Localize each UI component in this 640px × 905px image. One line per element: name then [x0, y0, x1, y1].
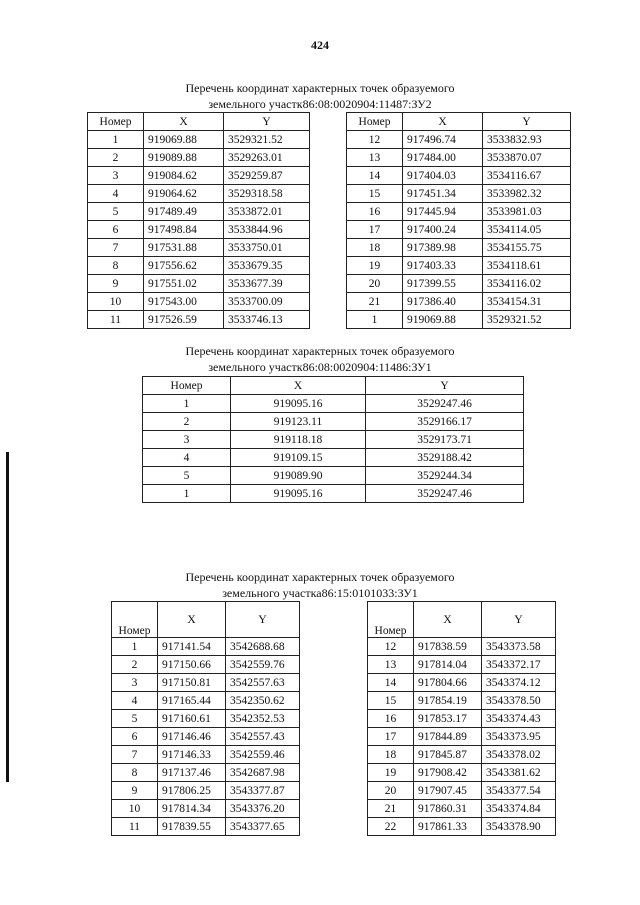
cell-number: 18 — [368, 746, 414, 764]
cell-number: 19 — [347, 257, 403, 275]
table-header-row — [112, 602, 300, 638]
cell-y: 3533750.01 — [224, 239, 310, 257]
cell-x: 917556.62 — [144, 257, 224, 275]
column-header-x: X — [158, 602, 226, 638]
cell-y: 3529321.52 — [224, 131, 310, 149]
table-row — [368, 656, 556, 674]
cell-number: 1 — [143, 395, 231, 413]
cell-y: 3533746.13 — [224, 311, 310, 329]
cell-x: 919095.16 — [231, 395, 366, 413]
cell-number: 13 — [347, 149, 403, 167]
table-row — [143, 449, 524, 467]
table-body — [347, 131, 571, 329]
cell-number: 8 — [88, 257, 144, 275]
cell-y: 3529321.52 — [483, 311, 571, 329]
cell-y: 3542557.63 — [226, 674, 300, 692]
cell-number: 7 — [112, 746, 158, 764]
section2-table — [142, 376, 524, 503]
table-row — [347, 167, 571, 185]
cell-y: 3534118.61 — [483, 257, 571, 275]
cell-x: 917146.46 — [158, 728, 226, 746]
cell-number: 6 — [112, 728, 158, 746]
table-row — [347, 185, 571, 203]
cell-number: 4 — [112, 692, 158, 710]
cell-y: 3542559.76 — [226, 656, 300, 674]
table-row — [143, 395, 524, 413]
table-row — [368, 710, 556, 728]
cell-y: 3533700.09 — [224, 293, 310, 311]
cell-x: 917489.49 — [144, 203, 224, 221]
cell-number: 13 — [368, 656, 414, 674]
column-header-y: Y — [482, 602, 556, 638]
cell-x: 917165.44 — [158, 692, 226, 710]
cell-y: 3543378.90 — [482, 818, 556, 836]
cell-y: 3543374.43 — [482, 710, 556, 728]
cell-y: 3543373.95 — [482, 728, 556, 746]
cell-number: 20 — [347, 275, 403, 293]
cell-y: 3529188.42 — [366, 449, 524, 467]
table-body — [88, 131, 310, 329]
cell-y: 3529244.34 — [366, 467, 524, 485]
cell-number: 11 — [112, 818, 158, 836]
column-header-number: Номер — [347, 113, 403, 131]
page-number: 424 — [311, 38, 329, 52]
cell-number: 8 — [112, 764, 158, 782]
column-header-number: Номер — [88, 113, 144, 131]
cell-x: 917400.24 — [403, 221, 483, 239]
table-header-row — [368, 602, 556, 638]
cell-x: 917839.55 — [158, 818, 226, 836]
cell-y: 3543372.17 — [482, 656, 556, 674]
cell-number: 5 — [88, 203, 144, 221]
cell-y: 3543378.02 — [482, 746, 556, 764]
cell-y: 3534155.75 — [483, 239, 571, 257]
cell-x: 917498.84 — [144, 221, 224, 239]
cell-y: 3533870.07 — [483, 149, 571, 167]
cell-y: 3534116.02 — [483, 275, 571, 293]
table-row — [143, 467, 524, 485]
cell-number: 3 — [143, 431, 231, 449]
cell-y: 3533679.35 — [224, 257, 310, 275]
cell-number: 2 — [143, 413, 231, 431]
cell-x: 917389.98 — [403, 239, 483, 257]
cell-y: 3533981.03 — [483, 203, 571, 221]
table-row — [347, 239, 571, 257]
cell-y: 3529263.01 — [224, 149, 310, 167]
table-body — [112, 638, 300, 836]
cell-number: 3 — [88, 167, 144, 185]
cell-y: 3533982.32 — [483, 185, 571, 203]
section1-caption-line2: земельного участк86:08:0020904:11487:ЗУ2 — [208, 97, 432, 111]
cell-y: 3543373.58 — [482, 638, 556, 656]
cell-y: 3529166.17 — [366, 413, 524, 431]
cell-number: 2 — [88, 149, 144, 167]
cell-x: 919089.90 — [231, 467, 366, 485]
table-row — [112, 728, 300, 746]
table-row — [88, 257, 310, 275]
cell-number: 12 — [368, 638, 414, 656]
table-row — [88, 167, 310, 185]
table-row — [347, 149, 571, 167]
cell-x: 919084.62 — [144, 167, 224, 185]
cell-x: 917445.94 — [403, 203, 483, 221]
cell-x: 917814.34 — [158, 800, 226, 818]
section2-caption-line1: Перечень координат характерных точек образуемого — [185, 344, 455, 358]
cell-y: 3542688.68 — [226, 638, 300, 656]
table-row — [347, 257, 571, 275]
table-row — [112, 800, 300, 818]
cell-y: 3533844.96 — [224, 221, 310, 239]
cell-x: 919069.88 — [403, 311, 483, 329]
cell-number: 6 — [88, 221, 144, 239]
cell-x: 917399.55 — [403, 275, 483, 293]
cell-x: 919123.11 — [231, 413, 366, 431]
table-row — [88, 239, 310, 257]
cell-number: 4 — [88, 185, 144, 203]
cell-number: 5 — [143, 467, 231, 485]
cell-y: 3534114.05 — [483, 221, 571, 239]
section1-caption-line1: Перечень координат характерных точек образуемого — [185, 81, 455, 95]
cell-x: 917853.17 — [414, 710, 482, 728]
cell-x: 917160.61 — [158, 710, 226, 728]
table-row — [143, 413, 524, 431]
table-row — [112, 674, 300, 692]
table-row — [112, 818, 300, 836]
table-header-row — [143, 377, 524, 395]
cell-number: 2 — [112, 656, 158, 674]
table-row — [347, 131, 571, 149]
cell-number: 1 — [143, 485, 231, 503]
table-row — [347, 203, 571, 221]
cell-x: 917844.89 — [414, 728, 482, 746]
cell-number: 4 — [143, 449, 231, 467]
cell-number: 15 — [347, 185, 403, 203]
table-row — [368, 818, 556, 836]
cell-y: 3543376.20 — [226, 800, 300, 818]
table-body — [143, 395, 524, 503]
cell-number: 17 — [368, 728, 414, 746]
column-header-number: Номер — [112, 602, 158, 638]
cell-number: 12 — [347, 131, 403, 149]
table-row — [112, 782, 300, 800]
cell-x: 917531.88 — [144, 239, 224, 257]
column-header-y: Y — [483, 113, 571, 131]
cell-x: 917845.87 — [414, 746, 482, 764]
cell-y: 3529259.87 — [224, 167, 310, 185]
cell-y: 3543377.65 — [226, 818, 300, 836]
column-header-x: X — [403, 113, 483, 131]
column-header-y: Y — [224, 113, 310, 131]
cell-number: 1 — [347, 311, 403, 329]
table-row — [368, 764, 556, 782]
cell-number: 5 — [112, 710, 158, 728]
cell-y: 3529318.58 — [224, 185, 310, 203]
cell-number: 16 — [368, 710, 414, 728]
table-row — [112, 656, 300, 674]
cell-number: 1 — [88, 131, 144, 149]
cell-x: 917484.00 — [403, 149, 483, 167]
cell-number: 7 — [88, 239, 144, 257]
section3-table-left — [111, 601, 300, 836]
cell-x: 919095.16 — [231, 485, 366, 503]
cell-x: 919069.88 — [144, 131, 224, 149]
table-row — [88, 185, 310, 203]
cell-x: 917137.46 — [158, 764, 226, 782]
table-row — [347, 311, 571, 329]
cell-y: 3533832.93 — [483, 131, 571, 149]
cell-y: 3543374.84 — [482, 800, 556, 818]
cell-y: 3533872.01 — [224, 203, 310, 221]
cell-y: 3543381.62 — [482, 764, 556, 782]
table-row — [368, 800, 556, 818]
table-body — [368, 638, 556, 836]
cell-x: 917496.74 — [403, 131, 483, 149]
cell-y: 3542559.46 — [226, 746, 300, 764]
section1-table-left — [87, 112, 310, 329]
table-row — [112, 746, 300, 764]
column-header-x: X — [144, 113, 224, 131]
cell-y: 3542687.98 — [226, 764, 300, 782]
cell-x: 919089.88 — [144, 149, 224, 167]
table-row — [112, 764, 300, 782]
cell-x: 917526.59 — [144, 311, 224, 329]
cell-x: 917806.25 — [158, 782, 226, 800]
cell-number: 20 — [368, 782, 414, 800]
cell-x: 917861.33 — [414, 818, 482, 836]
cell-x: 917150.66 — [158, 656, 226, 674]
cell-y: 3533677.39 — [224, 275, 310, 293]
section1-caption — [0, 80, 640, 112]
section1-table-right — [346, 112, 571, 329]
table-row — [347, 221, 571, 239]
cell-number: 14 — [347, 167, 403, 185]
scan-margin-line — [6, 452, 9, 782]
table-row — [347, 293, 571, 311]
section3-caption-line1: Перечень координат характерных точек образуемого — [185, 570, 455, 584]
table-row — [88, 275, 310, 293]
cell-x: 917543.00 — [144, 293, 224, 311]
cell-x: 919064.62 — [144, 185, 224, 203]
table-row — [143, 485, 524, 503]
section2-caption — [0, 343, 640, 375]
table-row — [88, 221, 310, 239]
cell-number: 17 — [347, 221, 403, 239]
table-row — [88, 149, 310, 167]
table-row — [368, 782, 556, 800]
cell-y: 3543378.50 — [482, 692, 556, 710]
column-header-number: Номер — [368, 602, 414, 638]
table-header-row — [347, 113, 571, 131]
cell-x: 917854.19 — [414, 692, 482, 710]
table-row — [368, 674, 556, 692]
cell-x: 917804.66 — [414, 674, 482, 692]
column-header-number: Номер — [143, 377, 231, 395]
table-row — [112, 710, 300, 728]
table-header-row — [88, 113, 310, 131]
column-header-y: Y — [226, 602, 300, 638]
cell-y: 3529247.46 — [366, 395, 524, 413]
table-row — [143, 431, 524, 449]
cell-number: 14 — [368, 674, 414, 692]
cell-number: 10 — [88, 293, 144, 311]
cell-x: 917386.40 — [403, 293, 483, 311]
table-row — [368, 692, 556, 710]
section3-table-right — [367, 601, 556, 836]
table-row — [368, 728, 556, 746]
cell-y: 3534154.31 — [483, 293, 571, 311]
cell-number: 21 — [347, 293, 403, 311]
cell-number: 15 — [368, 692, 414, 710]
section3-caption — [0, 569, 640, 601]
cell-x: 917908.42 — [414, 764, 482, 782]
cell-x: 917141.54 — [158, 638, 226, 656]
cell-x: 919109.15 — [231, 449, 366, 467]
column-header-x: X — [414, 602, 482, 638]
cell-x: 917551.02 — [144, 275, 224, 293]
cell-x: 917860.31 — [414, 800, 482, 818]
table-row — [88, 203, 310, 221]
cell-number: 21 — [368, 800, 414, 818]
column-header-y: Y — [366, 377, 524, 395]
section2-caption-line2: земельного участк86:08:0020904:11486:ЗУ1 — [208, 360, 432, 374]
cell-number: 1 — [112, 638, 158, 656]
cell-y: 3543374.12 — [482, 674, 556, 692]
cell-number: 22 — [368, 818, 414, 836]
cell-number: 10 — [112, 800, 158, 818]
cell-y: 3542350.62 — [226, 692, 300, 710]
cell-x: 917403.33 — [403, 257, 483, 275]
section3-caption-line2: земельного участка86:15:0101033:ЗУ1 — [222, 586, 418, 600]
table-row — [347, 275, 571, 293]
table-row — [368, 638, 556, 656]
cell-number: 19 — [368, 764, 414, 782]
table-row — [112, 638, 300, 656]
cell-number: 18 — [347, 239, 403, 257]
table-row — [88, 293, 310, 311]
cell-y: 3543377.87 — [226, 782, 300, 800]
cell-y: 3542352.53 — [226, 710, 300, 728]
cell-y: 3543377.54 — [482, 782, 556, 800]
cell-y: 3534116.67 — [483, 167, 571, 185]
cell-x: 917451.34 — [403, 185, 483, 203]
cell-x: 917150.81 — [158, 674, 226, 692]
cell-x: 917404.03 — [403, 167, 483, 185]
cell-y: 3529173.71 — [366, 431, 524, 449]
cell-number: 9 — [88, 275, 144, 293]
cell-y: 3542557.43 — [226, 728, 300, 746]
table-row — [112, 692, 300, 710]
cell-number: 9 — [112, 782, 158, 800]
table-row — [88, 311, 310, 329]
column-header-x: X — [231, 377, 366, 395]
cell-number: 3 — [112, 674, 158, 692]
table-row — [88, 131, 310, 149]
cell-x: 917838.59 — [414, 638, 482, 656]
cell-x: 917146.33 — [158, 746, 226, 764]
cell-x: 919118.18 — [231, 431, 366, 449]
cell-number: 16 — [347, 203, 403, 221]
cell-y: 3529247.46 — [366, 485, 524, 503]
cell-number: 11 — [88, 311, 144, 329]
table-row — [368, 746, 556, 764]
cell-x: 917814.04 — [414, 656, 482, 674]
cell-x: 917907.45 — [414, 782, 482, 800]
